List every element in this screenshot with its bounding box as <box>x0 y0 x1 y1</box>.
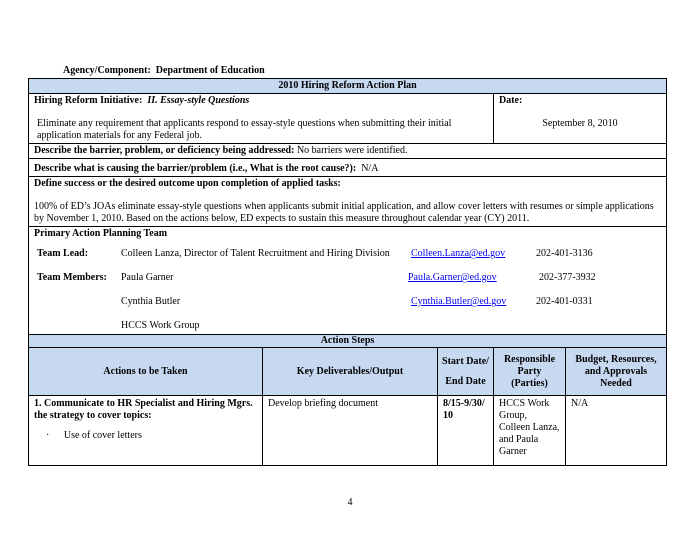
action-plan-table <box>28 78 667 340</box>
barrier-row <box>29 144 667 159</box>
team-lead-email[interactable]: Colleen.Lanza@ed.gov <box>411 248 506 259</box>
col-party: Responsible Party (Parties) <box>494 348 566 396</box>
member-email[interactable]: Cynthia.Butler@ed.gov <box>411 296 507 307</box>
col-actions: Actions to be Taken <box>29 348 263 396</box>
member-name: Paula Garner <box>121 272 174 283</box>
col-end: End Date <box>445 375 486 387</box>
team-lead-label: Team Lead: <box>37 248 89 259</box>
col-dates <box>438 348 494 396</box>
date-value: September 8, 2010 <box>542 118 618 129</box>
barrier-label: Describe the barrier, problem, or deficiency being addressed: <box>34 145 295 156</box>
plan-title: 2010 Hiring Reform Action Plan <box>29 79 667 94</box>
team-table <box>34 247 654 339</box>
date-cell <box>494 94 667 144</box>
member-name: Cynthia Butler <box>121 296 181 307</box>
team-title: Primary Action Planning Team <box>34 228 168 239</box>
table-row <box>29 396 667 466</box>
team-lead-phone: 202-401-3136 <box>536 248 593 259</box>
date-label: Date: <box>499 95 523 106</box>
initiative-cell <box>29 94 494 144</box>
col-start: Start Date/ <box>442 355 489 367</box>
initiative-label: Hiring Reform Initiative: <box>34 95 143 106</box>
success-label: Define success or the desired outcome upon completion of applied tasks: <box>34 178 341 189</box>
member-email[interactable]: Paula.Garner@ed.gov <box>408 272 497 283</box>
bullet-icon: · <box>46 430 50 441</box>
initiative-name: II. Essay-style Questions <box>147 95 250 106</box>
team-row <box>29 227 667 340</box>
cause-value: N/A <box>361 163 379 174</box>
action-bullet: Use of cover letters <box>63 430 142 441</box>
action-steps-title: Action Steps <box>29 335 667 348</box>
agency-value: Department of Education <box>155 65 265 76</box>
barrier-value: No barriers were identified. <box>296 145 408 156</box>
cause-row <box>29 159 667 177</box>
col-budget: Budget, Resources, and Approvals Needed <box>566 348 667 396</box>
initiative-description: Eliminate any requirement that applicants respond to essay-style questions when submitting their initial application materials for any Federal job. <box>37 118 452 141</box>
page-number: 4 <box>347 497 353 508</box>
success-row <box>29 177 667 227</box>
party: HCCS Work Group, Colleen Lanza, and Paula Garner <box>494 396 566 466</box>
team-lead-name: Colleen Lanza, Director of Talent Recruitment and Hiring Division <box>121 248 390 259</box>
col-deliverables: Key Deliverables/Output <box>263 348 438 396</box>
success-text: 100% of ED’s JOAs eliminate essay-style questions when applicants submit initial application, and allow cover letters with resumes or simple applications by November 1, 2010. Based on the actions below, ED expects to sustain this measure throughout calendar year (CY) 2011. <box>34 201 654 224</box>
budget: N/A <box>566 396 667 466</box>
dates: 8/15-9/30/10 <box>438 396 494 466</box>
cause-label: Describe what is causing the barrier/problem (i.e., What is the root cause?): <box>34 163 357 174</box>
action-steps-table <box>28 334 667 466</box>
member-phone: 202-401-0331 <box>536 296 593 307</box>
member-phone: 202-377-3932 <box>539 272 596 283</box>
agency-label: Agency/Component: <box>63 65 151 76</box>
agency-line <box>63 65 265 76</box>
team-members-label: Team Members: <box>37 272 107 283</box>
action-text: 1. Communicate to HR Specialist and Hiring Mgrs. the strategy to cover topics: <box>34 398 253 421</box>
member-name: HCCS Work Group <box>121 320 200 331</box>
deliverable: Develop briefing document <box>263 396 438 466</box>
